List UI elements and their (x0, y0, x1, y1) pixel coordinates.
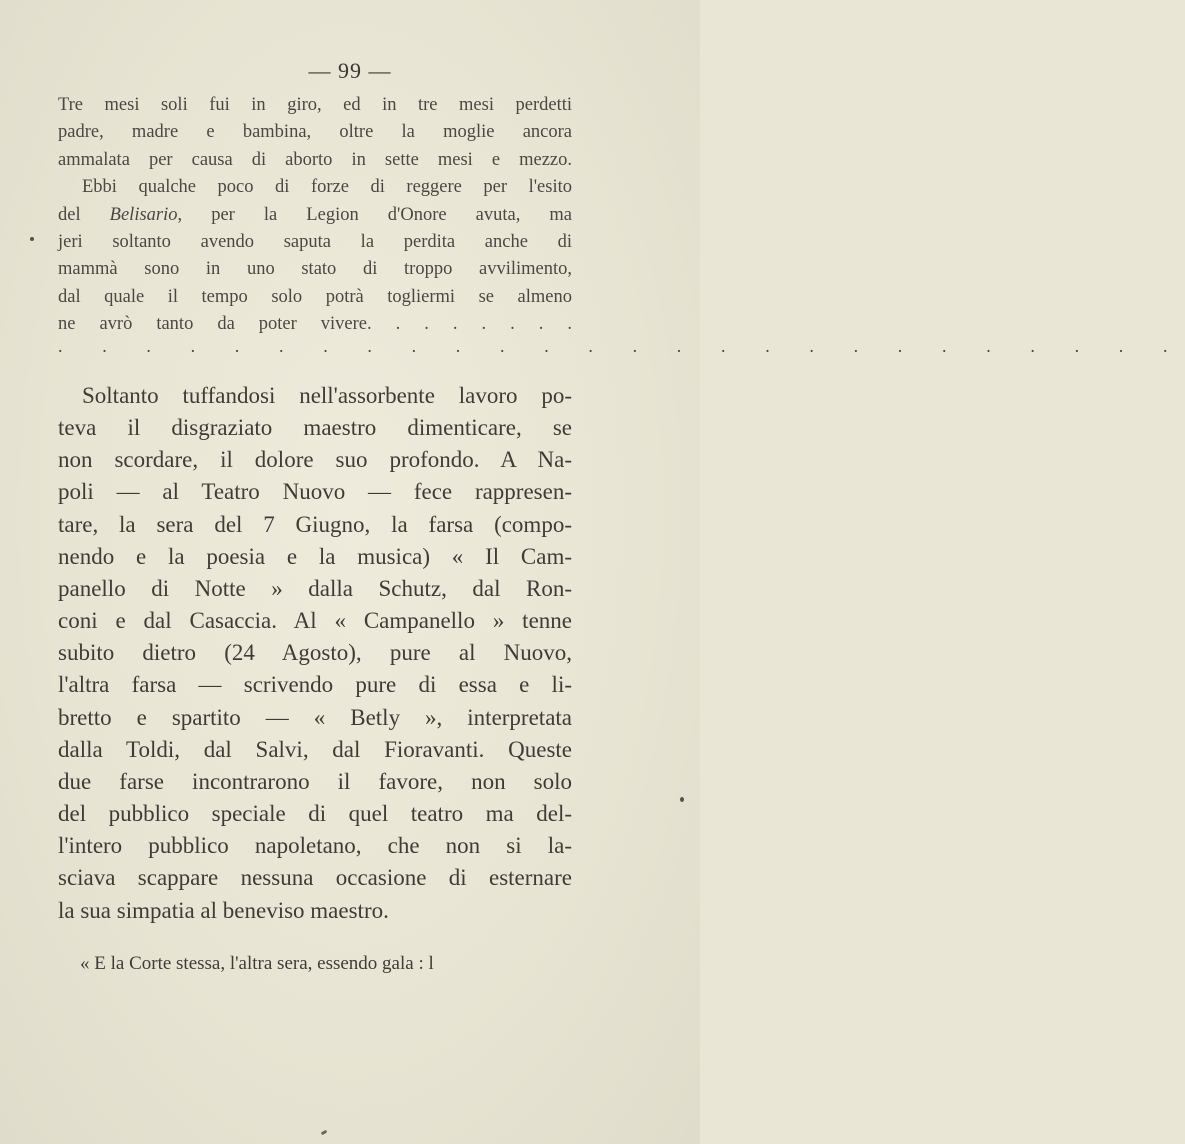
paragraph-line: subito dietro (24 Agosto), pure al Nuovo, (58, 640, 572, 666)
paragraph-line: dalla Toldi, dal Salvi, dal Fioravanti. Queste (58, 736, 572, 762)
letter-line: ne avrò tanto da poter vivere. . . . . . . . (58, 314, 572, 335)
paragraph-line: non scordare, il dolore suo profondo. A Na- (58, 447, 572, 473)
letter-line: del Belisario, per la Legion d'Onore avuta, ma (58, 204, 572, 225)
opera-title: Belisario (109, 204, 178, 225)
paragraph-line: due farse incontrarono il favore, non solo (58, 768, 572, 794)
letter-line: jeri soltanto avendo saputa la perdita anche di (58, 232, 572, 253)
letter-line: dal quale il tempo solo potrà togliermi se almeno (58, 286, 572, 307)
paragraph-line: nendo e la poesia e la musica) « Il Cam- (58, 543, 572, 569)
letter-line: Ebbi qualche poco di forze di reggere per l'esito (82, 177, 572, 198)
letter-line: Tre mesi soli fui in giro, ed in tre mesi perdetti (58, 95, 572, 115)
paragraph-line: teva il disgraziato maestro dimenticare, se (58, 415, 572, 441)
paragraph-line: sciava scappare nessuna occasione di esternare (58, 865, 572, 891)
margin-speck (680, 797, 684, 802)
paragraph-line: l'altra farsa — scrivendo pure di essa e li- (58, 672, 572, 698)
main-paragraph (58, 380, 572, 927)
paragraph-line: tare, la sera del 7 Giugno, la farsa (compo- (58, 511, 572, 537)
paragraph-line: del pubblico speciale di quel teatro ma del- (58, 801, 572, 827)
paragraph-line: Soltanto tuffandosi nell'assorbente lavoro po- (82, 383, 572, 408)
paragraph-line: coni e dal Casaccia. Al « Campanello » tenne (58, 608, 572, 634)
quoted-letter (58, 92, 572, 339)
footnote: « E la Corte stessa, l'altra sera, essendo gala : l (80, 953, 434, 974)
paragraph-line: panello di Notte » dalla Schutz, dal Ron- (58, 575, 572, 601)
paragraph-line: bretto e spartito — « Betly », interpretata (58, 704, 572, 730)
ellipsis-dot-row: . . . . . . . . . . . . . . . . . . . . . . . . . . (58, 336, 1185, 356)
paragraph-line: poli — al Teatro Nuovo — fece rappresen- (58, 479, 572, 505)
paper-speck (321, 1130, 328, 1136)
page-number: — 99 — (308, 58, 392, 83)
letter-line: padre, madre e bambina, oltre la moglie ancora (58, 122, 572, 143)
paragraph-line: la sua simpatia al beneviso maestro. (58, 897, 389, 923)
margin-dot (30, 237, 34, 241)
paragraph-line: l'intero pubblico napoletano, che non si la- (58, 833, 572, 859)
letter-line: ammalata per causa di aborto in sette mesi e mezzo. (58, 149, 572, 170)
letter-line: mammà sono in uno stato di troppo avvilimento, (58, 259, 572, 280)
